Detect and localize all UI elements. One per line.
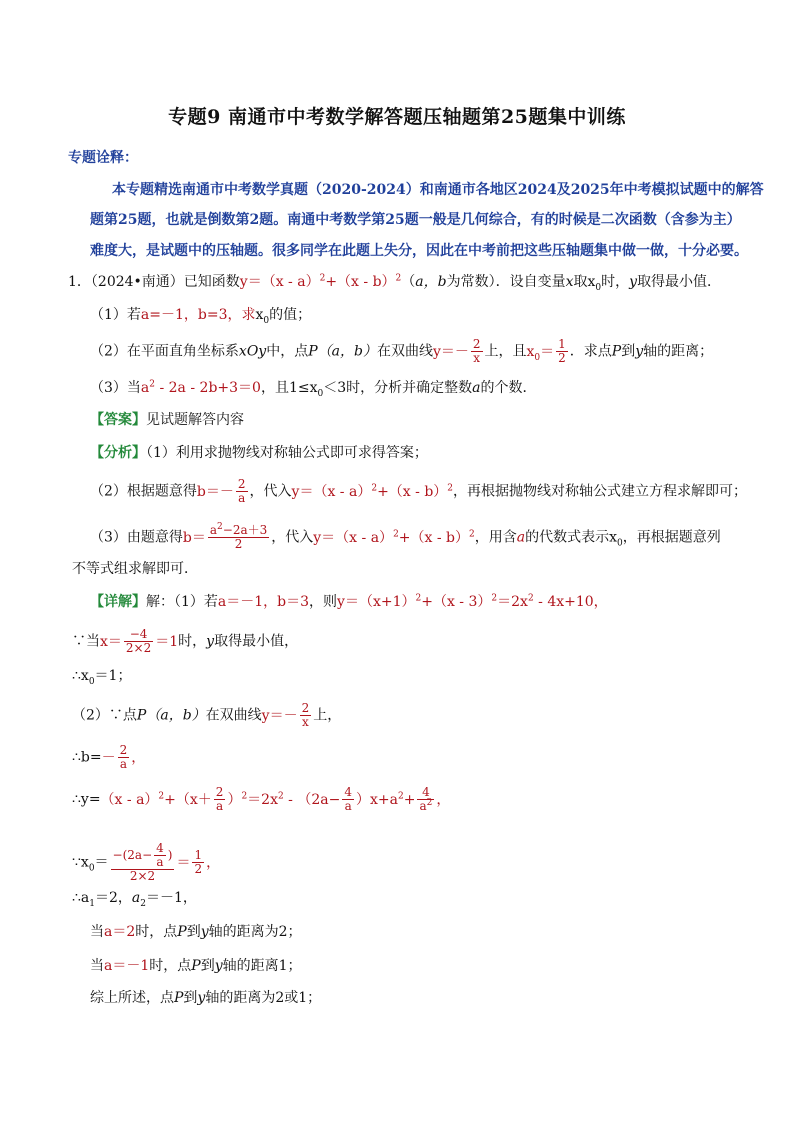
analysis-line-4: 不等式组求解即可． bbox=[72, 561, 198, 577]
detail-line-8: $\therefore a_1=2$，$a_2=-1$， bbox=[72, 890, 197, 909]
intro-line-2: 题第25题，也就是倒数第2题。南通中考数学第25题一般是几何综合，有的时候是二次函数（含参为主） bbox=[90, 212, 741, 228]
question-stem: 1．（2024•南通）已知函数y＝（x - a）$^2$+（x - b）$^2$（a，b为常数）．设自变量x取$x_0$时，y取得最小值． bbox=[68, 273, 722, 293]
detail-line-6: ∴y=（x - a）$^2$+（x＋ $\frac{2}{a}$ ）$^2=2x^2 - (2a-$ $\frac{4}{a}$ ）$x+a^2+$ $\frac{4}{a^2}$ ， bbox=[72, 785, 451, 813]
detail-line-4: （2）∵点P（a，b）在双曲线y＝－ $\frac{2}{x}$ 上， bbox=[72, 701, 342, 729]
detail-line-7: $\because x_0=$ −(2a− $\frac{4}{a}$ ) 2×2 ＝ $\frac{1}{2}$ ， bbox=[72, 841, 221, 883]
intro-line-3: 难度大，是试题中的压轴题。很多同学在此题上失分，因此在中考前把这些压轴题集中做一做，十分必要。 bbox=[90, 243, 748, 259]
question-part-3: （3）当$a^2 - 2a - 2b+3=0$，且$1\le x_0<3$时，分析并确定整数a的个数． bbox=[90, 379, 537, 399]
detail-line-2: ∵当x＝ $\frac{-4}{2\times 2}$ ＝1时，y取得最小值， bbox=[72, 627, 299, 655]
question-part-1: （1）若a=－1，b=3，求$x_0$的值； bbox=[90, 307, 312, 326]
intro-label: 专题诠释： bbox=[68, 150, 138, 166]
question-part-2: （2）在平面直角坐标系xOy中，点P（a，b）在双曲线y＝－ $\frac{2}{x}$ 上，且$x_0=$ $\frac{1}{2}$ ．求点P到y轴的距离； bbox=[90, 337, 714, 365]
answer-line: 【答案】见试题解答内容 bbox=[90, 412, 244, 428]
analysis-line-1: 【分析】（1）利用求抛物线对称轴公式即可求得答案； bbox=[90, 445, 428, 461]
analysis-line-2: （2）根据题意得b＝－ $\frac{2}{a}$ ，代入y＝（x - a）$^2$+（x - b）$^2$，再根据抛物线对称轴公式建立方程求解即可； bbox=[90, 477, 748, 505]
detail-line-1: 【详解】解：（1）若a＝－1，b＝3，则$y=(x+1)^2+(x - 3)^2=2x^2 - 4x+10$， bbox=[90, 593, 608, 610]
analysis-line-3: （3）由题意得b＝ $\frac{a^2-2a+3}{2}$ ，代入y＝（x - a）$^2$+（x - b）$^2$，用含a的代数式表示$x_0$，再根据题意列 bbox=[90, 522, 721, 551]
detail-line-5: ∴b=－ $\frac{2}{a}$ ， bbox=[72, 743, 146, 771]
detail-line-10: 当a＝－1时，点P到y轴的距离1； bbox=[90, 958, 302, 974]
page-title: 专题9 南通市中考数学解答题压轴题第25题集中训练 bbox=[168, 106, 626, 128]
detail-line-11: 综上所述，点P到y轴的距离为2或1； bbox=[90, 990, 322, 1006]
detail-line-9: 当a＝2时，点P到y轴的距离为2； bbox=[90, 924, 302, 940]
detail-line-3: $\therefore x_0=1$； bbox=[72, 668, 132, 687]
intro-line-1: 本专题精选南通市中考数学真题（2020-2024）和南通市各地区2024及2025年中考模拟试题中的解答 bbox=[112, 182, 764, 198]
